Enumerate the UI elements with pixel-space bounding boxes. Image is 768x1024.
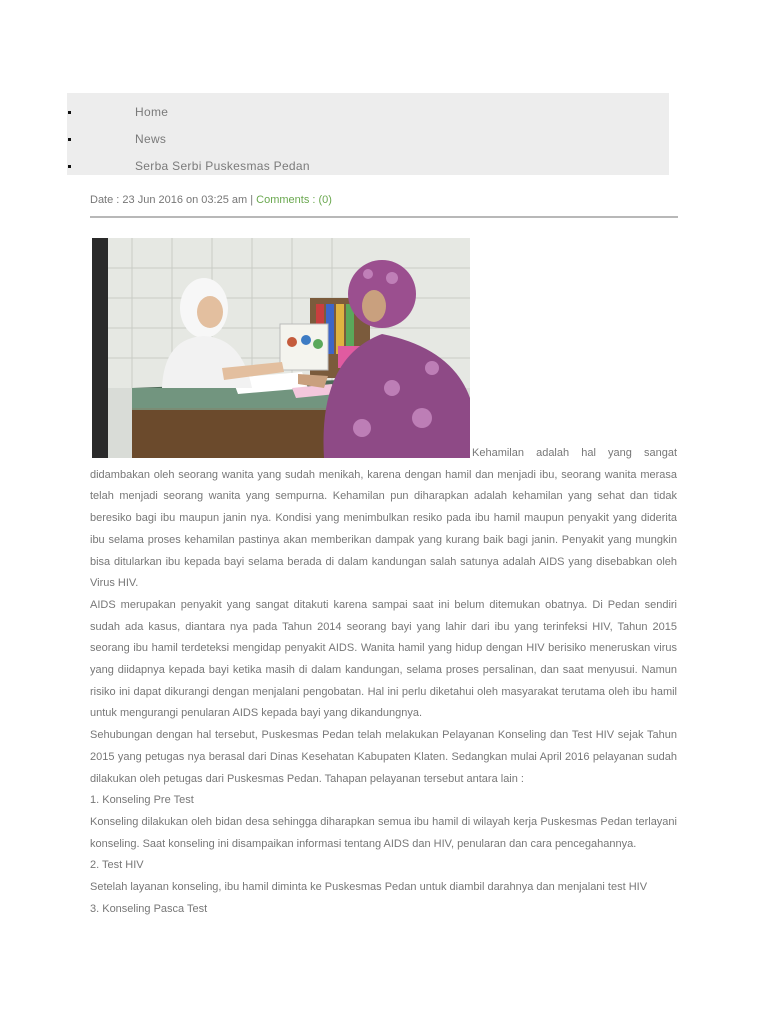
meta-separator: |: [247, 194, 257, 206]
breadcrumb-item-current: [67, 153, 669, 180]
article-paragraph-2: AIDS merupakan penyakit yang sangat ditakuti karena sampai saat ini belum ditemukan obatnya. Di Pedan sendiri sudah ada kasus, diantara nya pada Tahun 2014 seorang bayi yang lahir dari ibu yang terinfeksi HIV, Tahun 2015 seorang ibu hamil terdeteksi mengidap penyakit AIDS. Wanita hamil yang hidup dengan HIV berisiko meneruskan virus yang diidapnya kepada bayi ketika masih di dalam kandungan, selama proses persalinan, dan saat menyusui. Namun risiko ini dapat dikurangi dengan menjalani pengobatan. Hal ini perlu diketahui oleh masyarakat terutama oleh ibu hamil untuk mengurangi penularan AIDS kepada bayi yang dikandungnya.: [90, 598, 677, 720]
post-meta: [90, 194, 332, 206]
article-photo: [92, 238, 470, 458]
breadcrumb-item-news: [67, 126, 669, 153]
step-heading-3: 3. Konseling Pasca Test: [90, 902, 208, 915]
breadcrumb: [67, 93, 669, 175]
home-link[interactable]: Home: [135, 105, 169, 119]
news-link[interactable]: News: [135, 132, 167, 146]
header-divider: [90, 216, 678, 218]
comments-link[interactable]: Comments : (0): [256, 194, 332, 206]
step-heading-2: 2. Test HIV: [90, 859, 144, 872]
breadcrumb-item-home: [67, 99, 669, 126]
current-page-link[interactable]: Serba Serbi Puskesmas Pedan: [135, 159, 310, 173]
article-paragraph-3: Sehubungan dengan hal tersebut, Puskesmas Pedan telah melakukan Pelayanan Konseling dan Test HIV sejak Tahun 2015 yang petugas nya berasal dari Dinas Kesehatan Kabupaten Klaten. Sedangkan mulai April 2016 pelayanan sudah dilakukan oleh petugas dari Puskesmas Pedan. Tahapan pelayanan tersebut antara lain :: [90, 729, 677, 785]
article-body: [90, 443, 677, 920]
step-heading-1: 1. Konseling Pre Test: [90, 794, 194, 807]
bullet-icon: [68, 138, 71, 141]
article-paragraph-1: Kehamilan adalah hal yang sangat didambakan oleh seorang wanita yang sudah menikah, karena dengan hamil dan menjadi ibu, seorang wanita merasa telah menjadi seorang wanita yang sempurna. Kehamilan pun diharapkan adalah kehamilan yang sehat dan tidak beresiko bagi ibu maupun janin nya. Kondisi yang menimbulkan resiko pada ibu hamil maupun penyakit yang diderita ibu selama proses kehamilan pastinya akan memberikan dampak yang kurang baik bagi janin. Penyakit yang mungkin bisa ditularkan ibu kepada bayi selama berada di dalam kandungan salah satunya adalah AIDS yang disebabkan oleh Virus HIV.: [90, 447, 677, 590]
bullet-icon: [68, 111, 71, 114]
post-date: Date : 23 Jun 2016 on 03:25 am: [90, 194, 248, 206]
article-paragraph-4: Konseling dilakukan oleh bidan desa sehingga diharapkan semua ibu hamil di wilayah kerja Puskesmas Pedan terlayani konseling. Saat konseling ini disampaikan informasi tentang AIDS dan HIV, penularan dan cara pencegahannya.: [90, 815, 677, 850]
bullet-icon: [68, 165, 71, 168]
article-paragraph-5: Setelah layanan konseling, ibu hamil diminta ke Puskesmas Pedan untuk diambil darahnya dan menjalani test HIV: [90, 881, 648, 894]
